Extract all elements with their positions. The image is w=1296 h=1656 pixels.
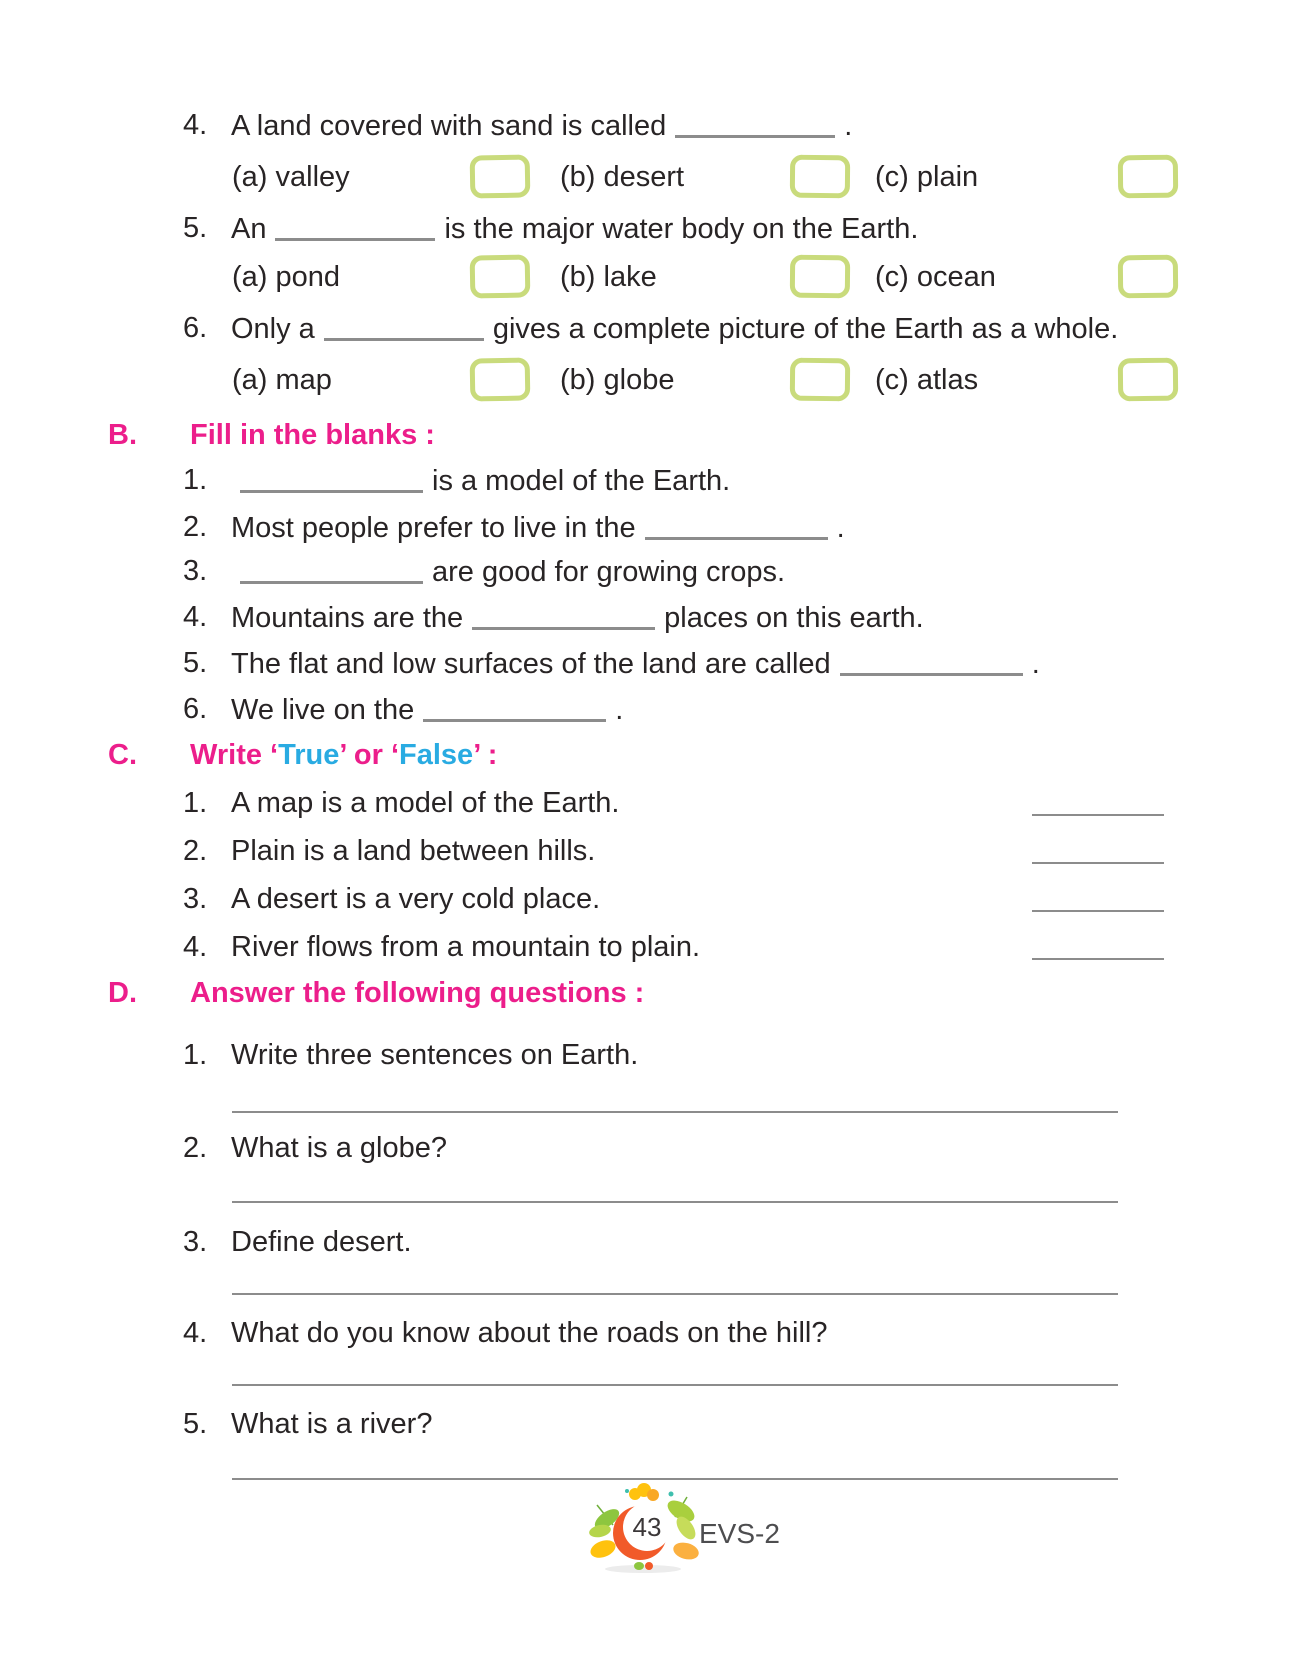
quote-mark: ’ xyxy=(473,739,480,771)
item-text: Write three sentences on Earth. xyxy=(231,1039,639,1071)
item-number: 2. xyxy=(183,835,208,867)
fill-blank[interactable] xyxy=(472,603,655,630)
section-letter: C. xyxy=(108,739,137,771)
item-text-after: . xyxy=(1031,648,1040,680)
answer-line[interactable] xyxy=(1032,814,1164,816)
question-text: A land covered with sand is called xyxy=(231,110,667,142)
option-label-b: (b) globe xyxy=(560,364,675,396)
title-part-false: False xyxy=(399,739,474,771)
mcq-options-5 xyxy=(0,255,1296,299)
item-text: The flat and low surfaces of the land are called xyxy=(231,648,831,680)
item-text-after: is a model of the Earth. xyxy=(432,465,731,497)
item-text: Mountains are the xyxy=(231,602,464,634)
answer-line[interactable] xyxy=(232,1384,1118,1386)
option-label-b: (b) desert xyxy=(560,161,685,193)
book-label: EVS-2 xyxy=(699,1518,780,1549)
item-text: What do you know about the roads on the hill? xyxy=(231,1317,828,1349)
item-number: 3. xyxy=(183,555,208,587)
item-number: 6. xyxy=(183,693,208,725)
answer-line[interactable] xyxy=(1032,958,1164,960)
item-text-after: places on this earth. xyxy=(664,602,924,634)
title-part: Write xyxy=(190,739,271,771)
answer-checkbox[interactable] xyxy=(470,357,531,401)
option-label-a: (a) pond xyxy=(232,261,341,293)
question-text-after: gives a complete picture of the Earth as a whole. xyxy=(492,313,1119,345)
item-number: 4. xyxy=(183,931,208,963)
item-text: Plain is a land between hills. xyxy=(231,835,596,867)
answer-checkbox[interactable] xyxy=(470,154,531,198)
item-number: 4. xyxy=(183,601,208,633)
option-label-c: (c) atlas xyxy=(875,364,979,396)
answer-line[interactable] xyxy=(232,1478,1118,1480)
item-number: 2. xyxy=(183,1132,208,1164)
section-letter: D. xyxy=(108,977,137,1009)
section-title: Answer the following questions : xyxy=(190,977,645,1009)
answer-line[interactable] xyxy=(232,1201,1118,1203)
answer-checkbox[interactable] xyxy=(1118,358,1178,402)
item-number: 5. xyxy=(183,1408,208,1440)
item-number: 3. xyxy=(183,1226,208,1258)
title-part-true: True xyxy=(278,739,340,771)
fill-blank[interactable] xyxy=(324,314,484,341)
answer-line[interactable] xyxy=(1032,862,1164,864)
title-part: or xyxy=(345,739,391,771)
option-label-b: (b) lake xyxy=(560,261,657,293)
page-number: 43 xyxy=(632,1512,662,1542)
answer-line[interactable] xyxy=(232,1111,1118,1113)
option-label-c: (c) plain xyxy=(875,161,979,193)
option-label-c: (c) ocean xyxy=(875,261,996,293)
item-text: River flows from a mountain to plain. xyxy=(231,931,701,963)
title-part: : xyxy=(479,739,498,771)
item-text-after: . xyxy=(836,512,845,544)
answer-line[interactable] xyxy=(1032,910,1164,912)
answer-checkbox[interactable] xyxy=(1118,155,1178,199)
mcq-options-4 xyxy=(0,155,1296,199)
option-label-a: (a) map xyxy=(232,364,332,396)
fill-blank[interactable] xyxy=(240,557,423,584)
fill-blank[interactable] xyxy=(645,513,828,540)
item-number: 1. xyxy=(183,464,208,496)
answer-checkbox[interactable] xyxy=(790,155,850,199)
question-text-after: is the major water body on the Earth. xyxy=(444,213,919,245)
quote-mark: ’ xyxy=(339,739,346,771)
answer-checkbox[interactable] xyxy=(790,358,850,402)
section-title xyxy=(190,738,497,772)
fill-blank[interactable] xyxy=(675,111,835,138)
fill-blank[interactable] xyxy=(275,214,435,241)
item-number: 1. xyxy=(183,1039,208,1071)
section-title: Fill in the blanks : xyxy=(190,419,435,451)
item-text: What is a globe? xyxy=(231,1132,448,1164)
mcq-options-6 xyxy=(0,358,1296,402)
item-text-after: . xyxy=(615,694,624,726)
section-letter: B. xyxy=(108,419,137,451)
answer-checkbox[interactable] xyxy=(790,255,850,299)
answer-line[interactable] xyxy=(232,1293,1118,1295)
question-number: 6. xyxy=(183,312,208,344)
item-text: A map is a model of the Earth. xyxy=(231,787,620,819)
fill-blank[interactable] xyxy=(240,466,423,493)
question-number: 4. xyxy=(183,109,208,141)
item-text: Define desert. xyxy=(231,1226,412,1258)
question-text: Only a xyxy=(231,313,315,345)
question-text: An xyxy=(231,213,267,245)
page-number-badge xyxy=(583,1483,713,1575)
item-text: What is a river? xyxy=(231,1408,433,1440)
answer-checkbox[interactable] xyxy=(1118,255,1178,299)
fill-blank[interactable] xyxy=(840,649,1023,676)
item-number: 1. xyxy=(183,787,208,819)
item-text: A desert is a very cold place. xyxy=(231,883,601,915)
item-number: 2. xyxy=(183,511,208,543)
answer-checkbox[interactable] xyxy=(470,254,531,298)
item-text: We live on the xyxy=(231,694,415,726)
option-label-a: (a) valley xyxy=(232,161,350,193)
fill-blank[interactable] xyxy=(423,695,606,722)
quote-mark: ‘ xyxy=(390,739,400,771)
item-number: 4. xyxy=(183,1317,208,1349)
question-number: 5. xyxy=(183,212,208,244)
item-number: 3. xyxy=(183,883,208,915)
item-text: Most people prefer to live in the xyxy=(231,512,636,544)
question-text-after: . xyxy=(844,110,853,142)
item-number: 5. xyxy=(183,647,208,679)
quote-mark: ‘ xyxy=(270,739,279,771)
item-text-after: are good for growing crops. xyxy=(432,556,786,588)
